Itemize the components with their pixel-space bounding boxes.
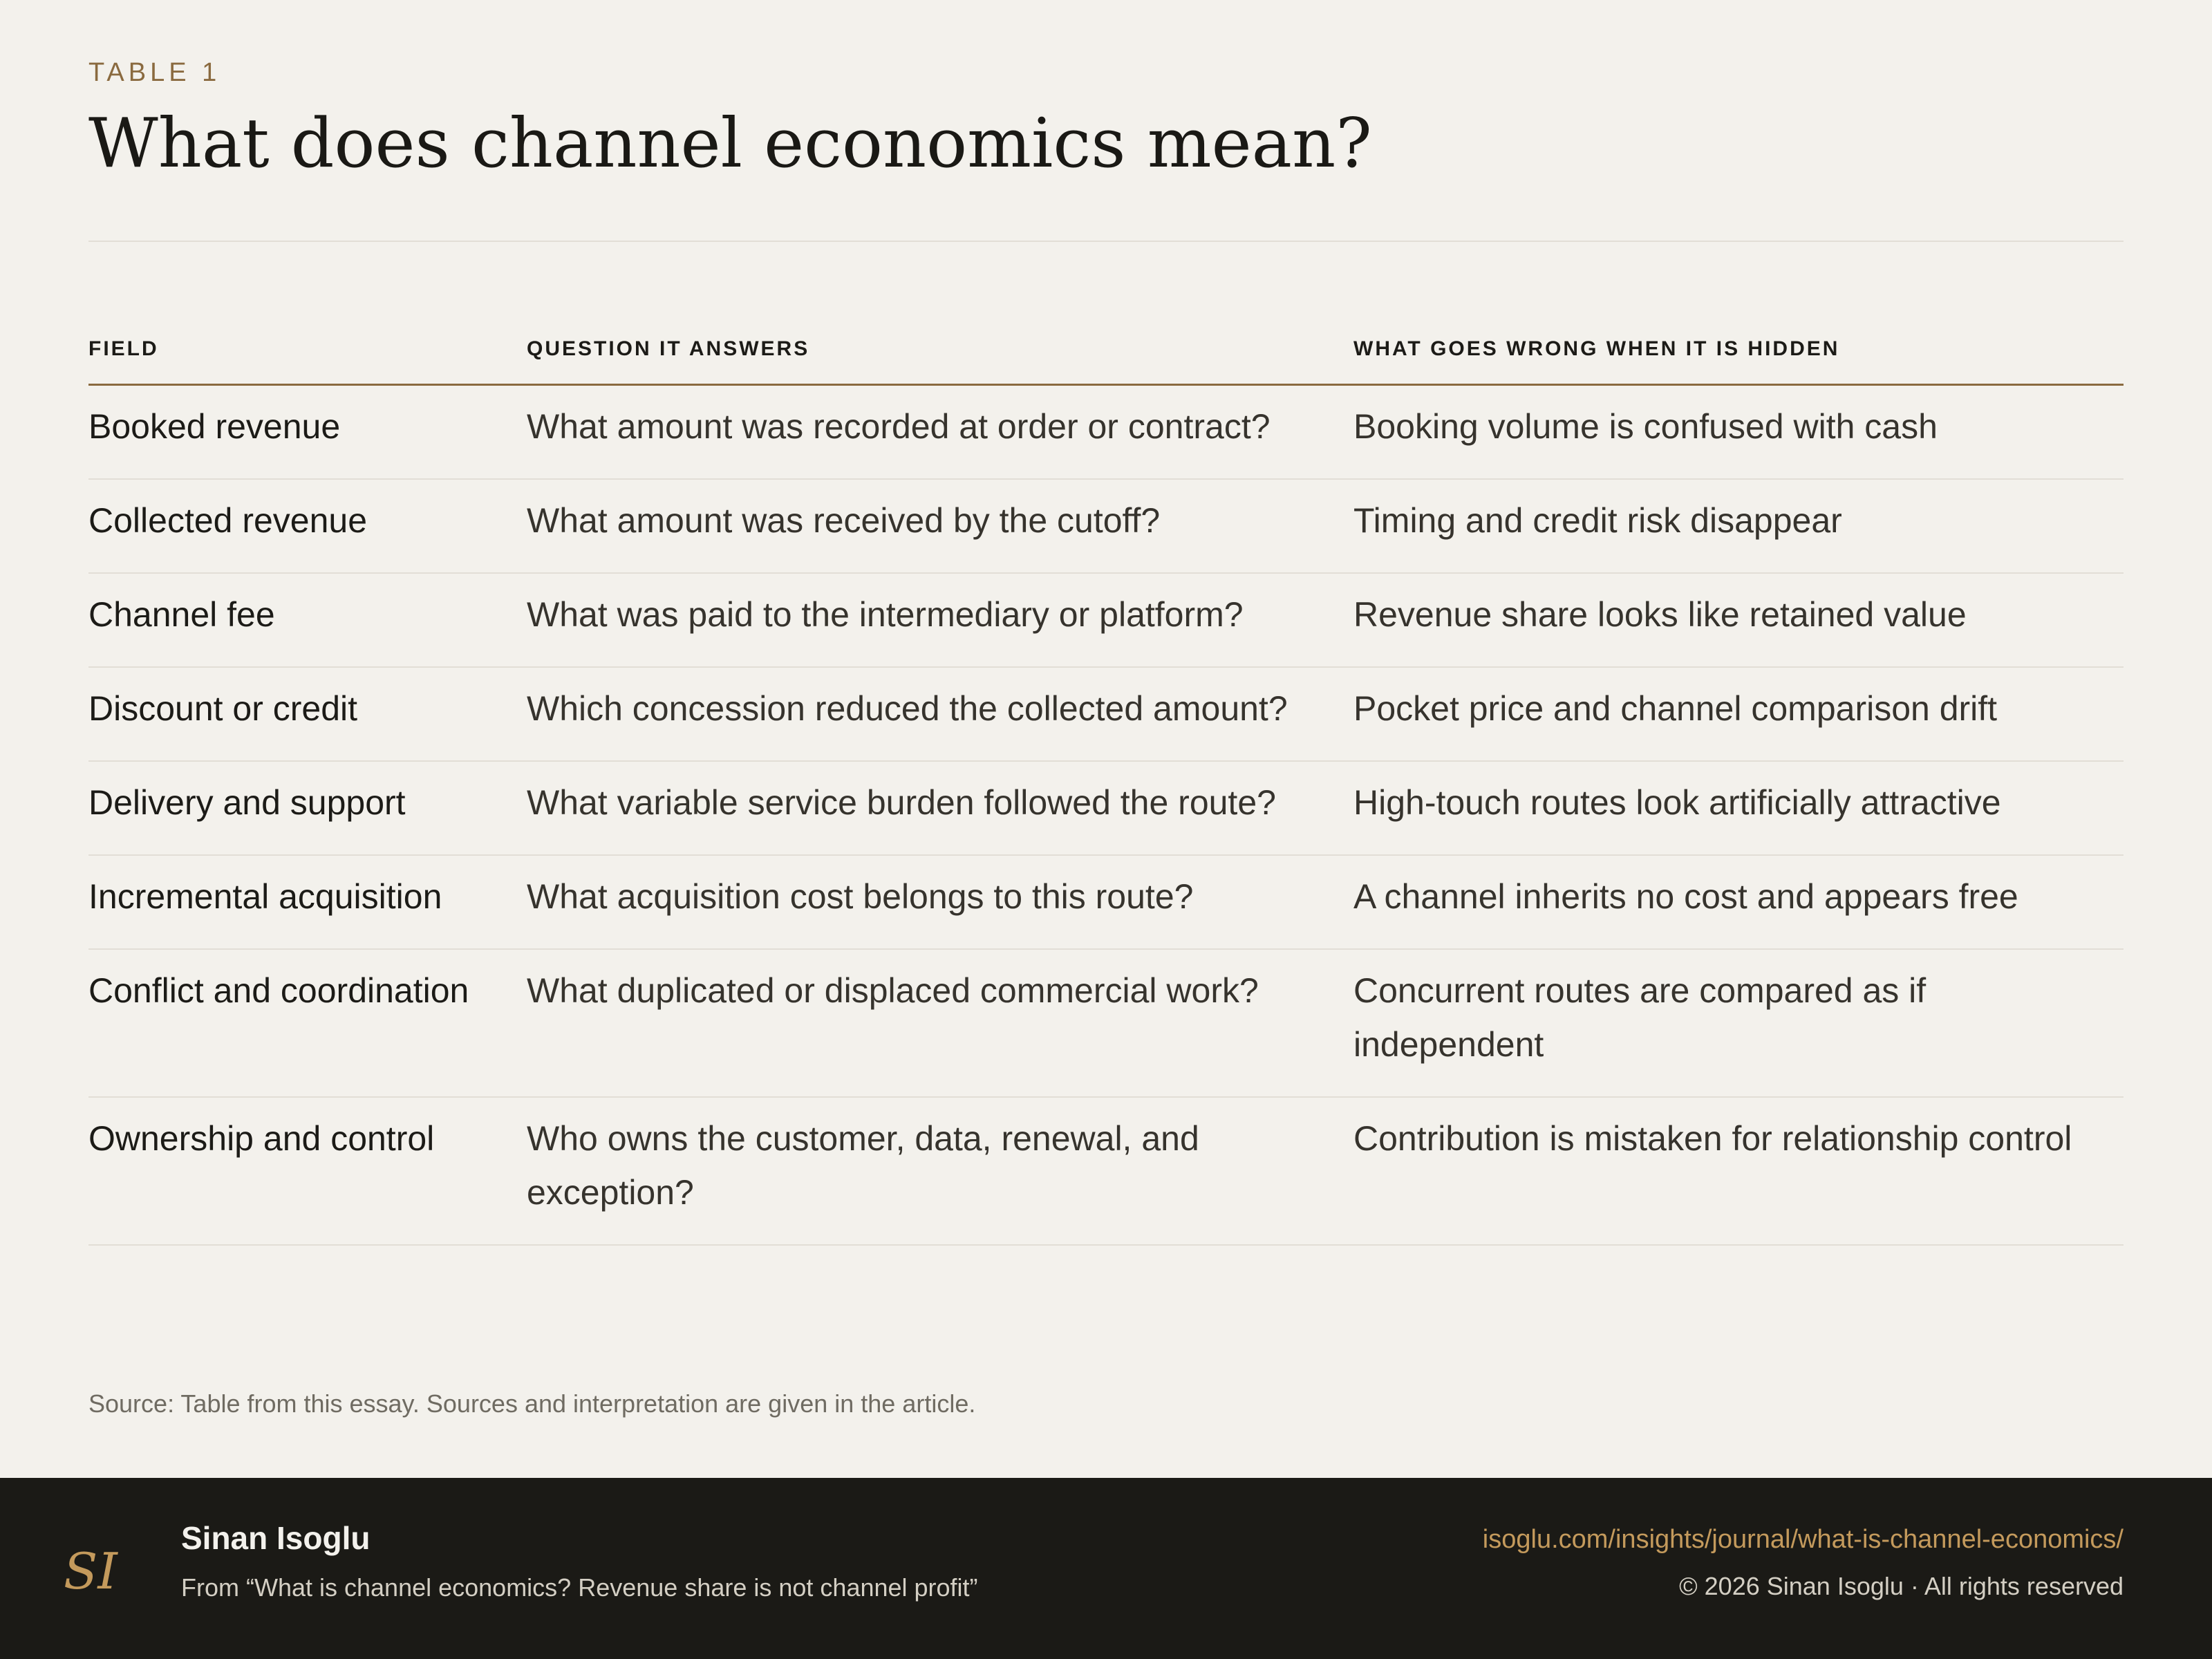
table-row [88,762,2124,856]
risk-cell: High-touch routes look artificially attractive [1353,783,2001,822]
risk-cell: Pocket price and channel comparison drift [1353,689,1998,728]
question-cell: Which concession reduced the collected amount? [527,689,1288,728]
question-cell: Who owns the customer, data, renewal, and exception? [527,1119,1199,1212]
field-cell: Discount or credit [88,689,358,728]
table-row [88,1098,2124,1246]
page-title: What does channel economics mean? [88,104,1372,183]
table-row [88,386,2124,480]
author-name: Sinan Isoglu [181,1520,371,1556]
risk-cell: Concurrent routes are compared as if independent [1353,971,1927,1064]
definitions-table [88,325,2124,1246]
footer [0,1478,2212,1659]
field-cell: Channel fee [88,595,275,634]
si-monogram-logo-icon [61,1539,120,1601]
risk-cell: A channel inherits no cost and appears free [1353,877,2018,916]
table-row [88,574,2124,668]
table-header [88,325,2124,386]
field-cell: Ownership and control [88,1119,435,1158]
article-link[interactable]: isoglu.com/insights/journal/what-is-channel-economics/ [1482,1525,2124,1554]
question-cell: What amount was recorded at order or contract? [527,407,1271,446]
question-cell: What was paid to the intermediary or platform? [527,595,1244,634]
table-row [88,950,2124,1098]
copyright-notice: © 2026 Sinan Isoglu · All rights reserved [1679,1572,2124,1600]
table-row [88,668,2124,762]
field-cell: Delivery and support [88,783,406,822]
question-cell: What acquisition cost belongs to this route? [527,877,1194,916]
risk-cell: Revenue share looks like retained value [1353,595,1967,634]
risk-cell: Booking volume is confused with cash [1353,407,1938,446]
svg-text:SI: SI [64,1542,118,1600]
divider [88,241,2124,242]
column-header-what-goes-wrong: WHAT GOES WRONG WHEN IT IS HIDDEN [1353,337,1840,360]
column-header-question: QUESTION IT ANSWERS [527,337,810,360]
field-cell: Conflict and coordination [88,971,469,1010]
field-cell: Incremental acquisition [88,877,442,916]
table-row [88,480,2124,574]
question-cell: What duplicated or displaced commercial work? [527,971,1259,1010]
question-cell: What variable service burden followed the route? [527,783,1276,822]
article-reference: From “What is channel economics? Revenue share is not channel profit” [181,1573,978,1602]
field-cell: Booked revenue [88,407,341,446]
question-cell: What amount was received by the cutoff? [527,501,1161,540]
source-note: Source: Table from this essay. Sources and interpretation are given in the article. [88,1389,976,1418]
risk-cell: Contribution is mistaken for relationship control [1353,1119,2072,1158]
risk-cell: Timing and credit risk disappear [1353,501,1842,540]
table-label: TABLE 1 [88,58,221,87]
table-row [88,856,2124,950]
column-header-field: FIELD [88,337,159,360]
field-cell: Collected revenue [88,501,368,540]
